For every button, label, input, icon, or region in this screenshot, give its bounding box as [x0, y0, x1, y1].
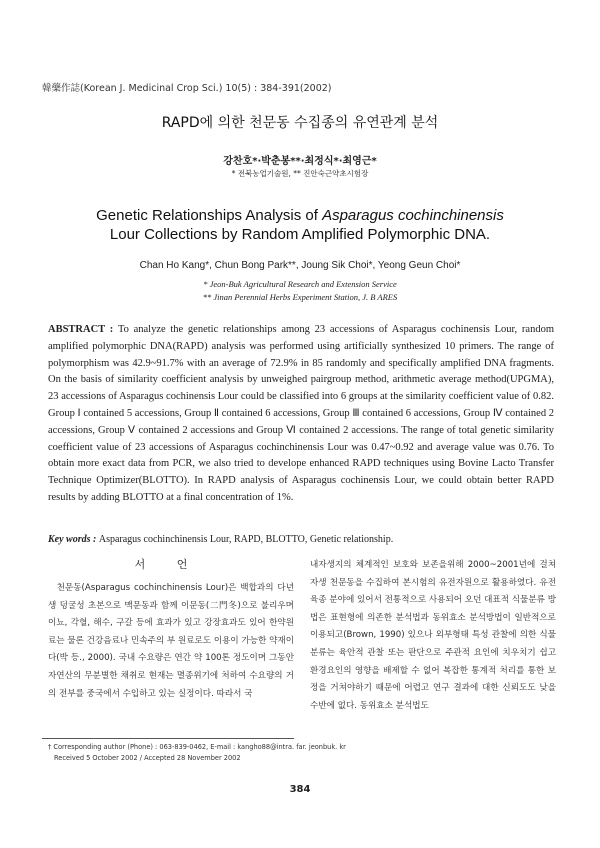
footnote-rule	[42, 738, 294, 739]
korean-title: RAPD에 의한 천문동 수집종의 유연관계 분석	[161, 115, 439, 131]
abstract-text: To analyze the genetic relationships among 23 accessions of Asparagus cochinensis Lour, random amplified polymorphic DNA(RAPD) analysis was performed using artificially synthesized 10 primers. The range of polymorphism was 42.9~91.7% with an average of 72.9% in 85 randomly and specifically amplified DNA fragments. On the basis of similarity coefficient analysis by unweighed pairgroup method, arithmetic average method(UPGMA), 23 accessions of Asparagus cochinensis Lour could be classified into 6 groups at the similarity coefficient value of 0.82. Group Ⅰ contained 5 accessions, Group Ⅱ contained 6 accessions, Group Ⅲ contained 6 accessions, Group Ⅳ contained 2 accessions, Group Ⅴ contained 2 accessions and Group Ⅵ contained 2 accessions. The range of total genetic similarity coefficient value of 23 accessions of Asparagus cochinchinensis Lour was 0.47~0.92 and average value was 0.76. To obtain more exact data from PCR, we also tried to develope enhanced RAPD techniques using Bovine Lacto Transfer Technique Optimizer(BLOTTO). In RAPD analysis of Asparagus cochinensis Lour, we could obtain better RAPD results by adding BLOTTO at a final concentration of 1%.	[48, 324, 554, 503]
korean-affiliations: * 전북농업기술원, ** 진안숙근약초시험장	[231, 169, 369, 178]
keywords-text: Asparagus cochinchinensis Lour, RAPD, BLOTTO, Genetic relationship.	[98, 534, 394, 545]
abstract-label: ABSTRACT :	[48, 324, 118, 335]
abstract	[48, 322, 554, 507]
english-title-species: Asparagus cochinchinensis	[322, 207, 504, 224]
page-number: 384	[289, 784, 311, 795]
footnote-dates: Received 5 October 2002 / Accepted 28 November 2002	[54, 754, 241, 762]
footnote-contact: † Corresponding author (Phone) : 063-839-0462, E-mail : kangho88@intra. far. jeonbuk. kr	[48, 743, 346, 751]
affiliation-1: * Jeon-Buk Agricultural Research and Extension Service	[203, 279, 397, 289]
left-column-text	[48, 580, 294, 703]
keywords	[48, 534, 554, 545]
english-title	[0, 206, 600, 244]
english-title-line2: Lour Collections by Random Amplified Polymorphic DNA.	[109, 226, 491, 243]
journal-header: 韓藥作誌(Korean J. Medicinal Crop Sci.) 10(5) : 384-391(2002)	[42, 83, 332, 94]
right-paragraph: 내자생지의 체계적인 보호와 보존을위해 2000~2001년에 걸쳐 자생 천문동을 수집하여 본시험의 유전자원으로 활용하였다. 유전육종 분야에 있어서 전통적으로 사용되어 오던 대표적 식물분류 방법은 표현형에 의존한 분석법과 동위효소 분석방법이 일반적으로 이용되고(Brown, 1990) 있으나 외부형태 특성 관찰에 의한 식물분류는 육안적 관찰 또는 판단으로 주관적 요인에 치우치기 쉽고 환경요인의 영향을 배제할 수 없어 복잡한 통계적 처리를 통한 보정을 거쳐야하기 때문에 어렵고 연구 결과에 대한 신뢰도도 낮을 수반에 없다. 동위효소 분석법도	[310, 560, 556, 711]
footnote	[48, 742, 346, 764]
right-column-text	[310, 557, 556, 715]
section-heading: 서 언	[134, 558, 202, 571]
english-title-part1: Genetic Relationships Analysis of	[96, 207, 323, 224]
english-authors: Chan Ho Kang*, Chun Bong Park**, Joung Sik Choi*, Yeong Geun Choi*	[139, 260, 461, 271]
left-paragraph: 천문동(Asparagus cochinchinensis Lour)은 백합과의 다년생 덩굴성 초본으로 맥문동과 함께 이문동(二門冬)으로 불리우며 이뇨, 각혈, 해수, 구갈 등에 효과가 있고 강장효과도 있어 한약원료는 물론 건강음료나 민속주의 부 원료로도 이용이 가능한 약재이다(박 등., 2000). 국내 수요량은 연간 약 100톤 정도이며 그동안 자연산의 무분별한 채취로 현재는 멸종위기에 처하여 수요량의 거의 전부를 중국에서 수입하고 있는 실정이다. 따라서 국	[48, 583, 294, 699]
keywords-label: Key words :	[48, 534, 99, 545]
english-affiliations	[0, 278, 600, 304]
affiliation-2: ** Jinan Perennial Herbs Experiment Station, J. B ARES	[202, 292, 398, 302]
korean-authors: 강찬호*·박춘봉**·최정식*·최영근*	[223, 156, 377, 167]
